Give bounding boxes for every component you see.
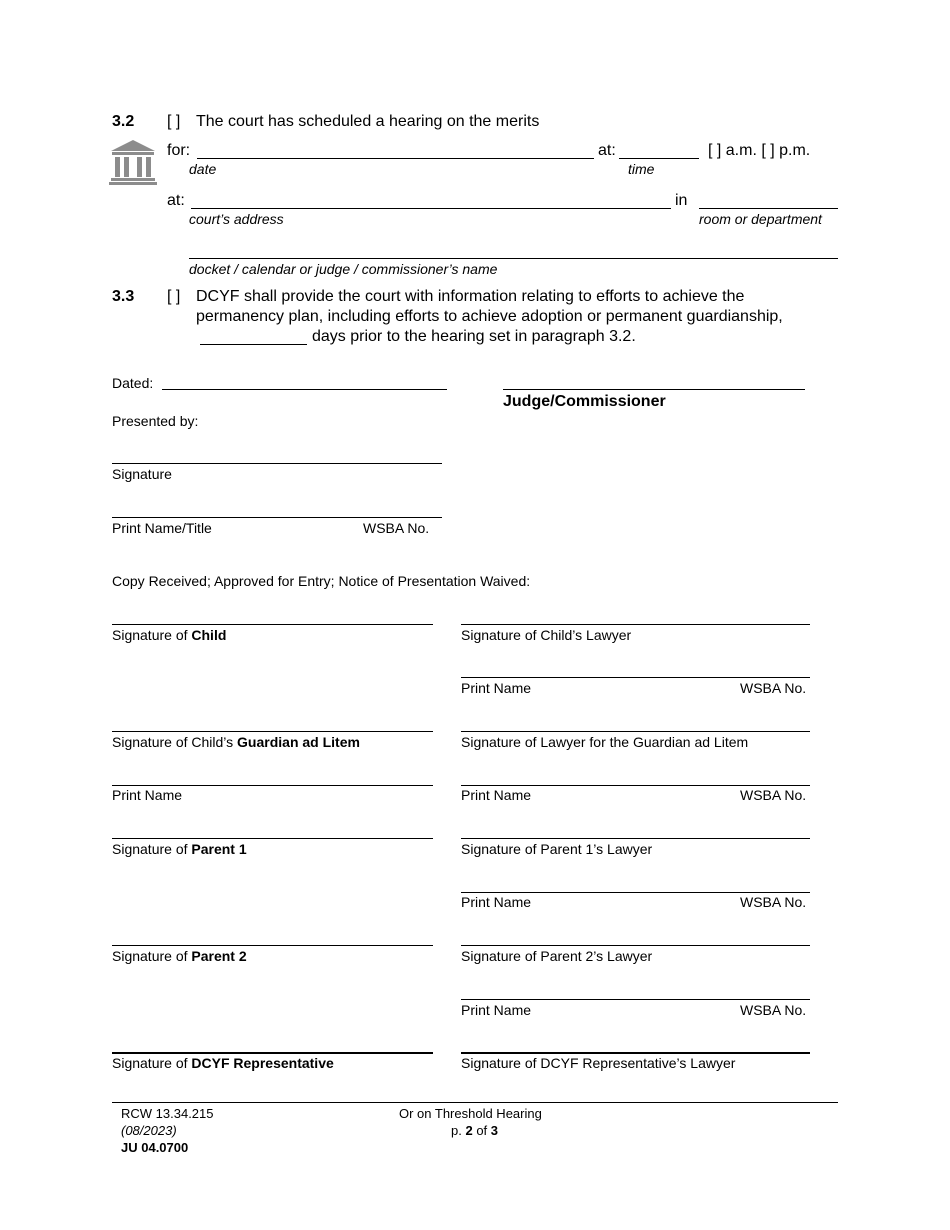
dated-field[interactable] [162,389,447,390]
gal-lawyer-signature-label: Signature of Lawyer for the Guardian ad Litem [461,734,749,750]
judge-label: Judge/Commissioner [503,393,666,410]
footer-title: Or on Threshold Hearing [399,1106,542,1121]
section-3-2-number: 3.2 [112,113,135,130]
presenter-signature-line[interactable] [112,463,442,464]
gal-lawyer-signature-line[interactable] [461,731,810,732]
footer-rule [112,1102,838,1103]
footer-date: (08/2023) [121,1123,177,1138]
child-lawyer-signature-line[interactable] [461,624,810,625]
presented-by-label: Presented by: [112,413,199,429]
footer-rcw: RCW 13.34.215 [121,1106,214,1121]
child-lawyer-print-name-label: Print Name [461,680,532,696]
child-lawyer-wsba-label: WSBA No. [740,680,807,696]
judge-signature-line[interactable] [503,389,805,390]
section-3-2-checkbox[interactable]: [ ] [167,113,181,130]
time-caption: time [628,161,655,177]
copy-received-text: Copy Received; Approved for Entry; Notice of Presentation Waived: [112,573,531,589]
presenter-wsba-label: WSBA No. [363,520,430,536]
gal-lawyer-print-name-label: Print Name [461,787,532,803]
parent2-signature-line[interactable] [112,945,433,946]
at-label: at: [598,142,616,159]
parent2-lawyer-print-name-line[interactable] [461,999,810,1000]
section-3-3-line3: days prior to the hearing set in paragraph 3.2. [312,328,636,345]
parent1-signature-label: Signature of Parent 1 [112,841,247,857]
parent2-lawyer-wsba-label: WSBA No. [740,1002,807,1018]
section-3-3-line1: DCYF shall provide the court with information relating to efforts to achieve the [196,288,745,305]
parent2-lawyer-signature-line[interactable] [461,945,810,946]
gal-print-name-label: Print Name [112,787,183,803]
parent1-lawyer-wsba-label: WSBA No. [740,894,807,910]
gal-signature-line[interactable] [112,731,433,732]
footer-form-number: JU 04.0700 [121,1140,189,1155]
court-address-field[interactable] [191,208,671,209]
parent2-lawyer-print-name-label: Print Name [461,1002,532,1018]
parent2-signature-label: Signature of Parent 2 [112,948,247,964]
child-signature-label: Signature of Child [112,627,227,643]
address-caption: court’s address [189,211,284,227]
date-field[interactable] [197,158,594,159]
dcyf-lawyer-signature-label: Signature of DCYF Representative’s Lawyer [461,1055,736,1071]
dated-label: Dated: [112,375,154,391]
child-lawyer-print-name-line[interactable] [461,677,810,678]
dcyf-signature-line[interactable] [112,1052,433,1054]
dcyf-signature-label: Signature of DCYF Representative [112,1055,334,1071]
parent1-lawyer-signature-label: Signature of Parent 1’s Lawyer [461,841,653,857]
parent2-lawyer-signature-label: Signature of Parent 2’s Lawyer [461,948,653,964]
room-caption: room or department [699,211,822,227]
gal-lawyer-print-name-line[interactable] [461,785,810,786]
child-lawyer-signature-label: Signature of Child’s Lawyer [461,627,632,643]
child-signature-line[interactable] [112,624,433,625]
section-3-3-checkbox[interactable]: [ ] [167,288,181,305]
gal-signature-label: Signature of Child’s Guardian ad Litem [112,734,360,750]
room-field[interactable] [699,208,838,209]
am-pm-checkboxes[interactable]: [ ] a.m. [ ] p.m. [708,142,811,159]
parent1-signature-line[interactable] [112,838,433,839]
parent1-lawyer-print-name-line[interactable] [461,892,810,893]
footer-page-number: p. 2 of 3 [451,1123,499,1138]
gal-print-name-line[interactable] [112,785,433,786]
section-3-2-text: The court has scheduled a hearing on the merits [196,113,540,130]
time-field[interactable] [619,158,699,159]
days-field[interactable] [200,344,307,345]
parent1-lawyer-signature-line[interactable] [461,838,810,839]
parent1-lawyer-print-name-label: Print Name [461,894,532,910]
print-name-title-label: Print Name/Title [112,520,212,536]
dcyf-lawyer-signature-line[interactable] [461,1052,810,1054]
signature-label: Signature [112,466,172,482]
print-name-title-line[interactable] [112,517,442,518]
at-address-label: at: [167,192,185,209]
for-label: for: [167,142,191,159]
section-3-3-line2: permanency plan, including efforts to achieve adoption or permanent guardianship, [196,308,783,325]
docket-field[interactable] [189,258,838,259]
section-3-3-number: 3.3 [112,288,135,305]
date-caption: date [189,161,217,177]
docket-caption: docket / calendar or judge / commissioner’s name [189,261,498,277]
courthouse-icon [109,139,157,185]
gal-lawyer-wsba-label: WSBA No. [740,787,807,803]
in-label: in [675,192,688,209]
